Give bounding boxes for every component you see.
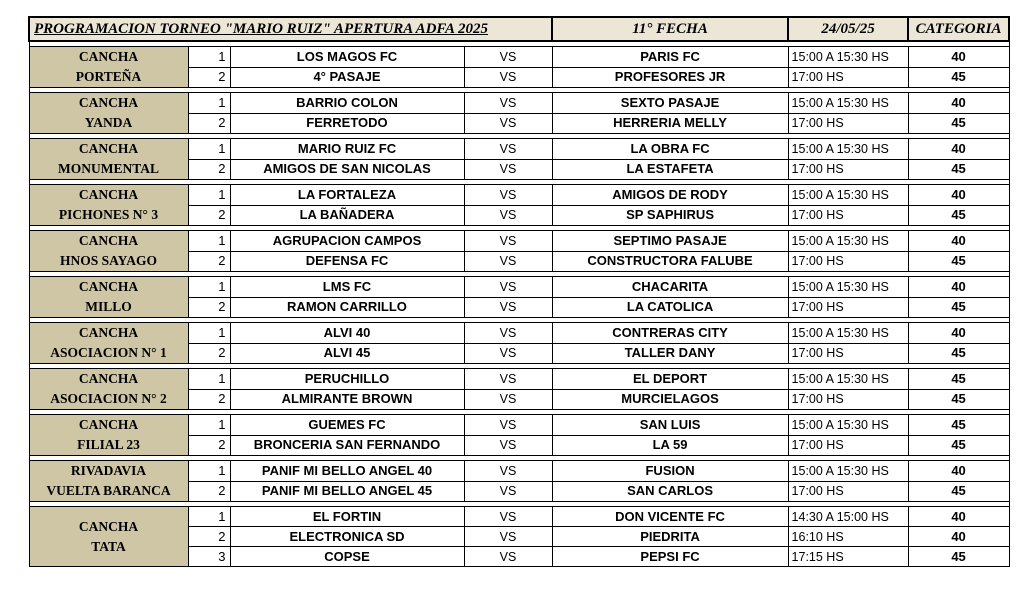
home-team: ALVI 45 — [230, 343, 464, 364]
vs-label: VS — [464, 527, 552, 547]
vs-label: VS — [464, 547, 552, 567]
match-category: 40 — [908, 93, 1009, 114]
match-category: 40 — [908, 231, 1009, 252]
match-number: 1 — [188, 415, 230, 436]
home-team: BARRIO COLON — [230, 93, 464, 114]
away-team: LA OBRA FC — [552, 139, 788, 160]
vs-label: VS — [464, 205, 552, 226]
match-number: 3 — [188, 547, 230, 567]
venue-cell — [29, 415, 188, 456]
match-category: 45 — [908, 67, 1009, 88]
vs-label: VS — [464, 481, 552, 502]
venue-line-1: CANCHA — [78, 279, 139, 294]
venue-line-1: CANCHA — [78, 371, 139, 386]
home-team: LA FORTALEZA — [230, 185, 464, 206]
schedule-sheet — [28, 16, 1008, 567]
match-category: 45 — [908, 113, 1009, 134]
match-number: 2 — [188, 481, 230, 502]
vs-label: VS — [464, 67, 552, 88]
home-team: ALVI 40 — [230, 323, 464, 344]
category-header: CATEGORIA — [908, 17, 1009, 41]
home-team: COPSE — [230, 547, 464, 567]
home-team: ALMIRANTE BROWN — [230, 389, 464, 410]
home-team: LOS MAGOS FC — [230, 47, 464, 68]
venue-cell — [29, 93, 188, 134]
match-category: 40 — [908, 47, 1009, 68]
match-time: 17:00 HS — [788, 481, 908, 502]
match-time: 17:00 HS — [788, 389, 908, 410]
venue-line-2: ASOCIACION N° 1 — [50, 345, 167, 360]
away-team: PEPSI FC — [552, 547, 788, 567]
vs-label: VS — [464, 435, 552, 456]
away-team: SEPTIMO PASAJE — [552, 231, 788, 252]
vs-label: VS — [464, 369, 552, 390]
match-number: 2 — [188, 343, 230, 364]
away-team: LA 59 — [552, 435, 788, 456]
match-row — [29, 277, 1009, 298]
venue-line-1: CANCHA — [78, 233, 139, 248]
home-team: GUEMES FC — [230, 415, 464, 436]
match-time: 15:00 A 15:30 HS — [788, 231, 908, 252]
vs-label: VS — [464, 323, 552, 344]
match-row — [29, 47, 1009, 68]
vs-label: VS — [464, 47, 552, 68]
venue-line-1: RIVADAVIA — [70, 463, 147, 478]
match-number: 1 — [188, 323, 230, 344]
match-number: 1 — [188, 369, 230, 390]
home-team: LA BAÑADERA — [230, 205, 464, 226]
schedule-title: PROGRAMACION TORNEO "MARIO RUIZ" APERTURA ADFA 2025 — [29, 17, 552, 41]
vs-label: VS — [464, 93, 552, 114]
venue-line-2: PICHONES N° 3 — [58, 207, 159, 222]
venue-line-1: CANCHA — [78, 417, 139, 432]
away-team: SEXTO PASAJE — [552, 93, 788, 114]
home-team: BRONCERIA SAN FERNANDO — [230, 435, 464, 456]
match-number: 2 — [188, 67, 230, 88]
match-number: 1 — [188, 231, 230, 252]
venue-cell — [29, 231, 188, 272]
match-category: 45 — [908, 547, 1009, 567]
match-number: 2 — [188, 435, 230, 456]
away-team: CONSTRUCTORA FALUBE — [552, 251, 788, 272]
venue-line-1: CANCHA — [78, 187, 139, 202]
away-team: TALLER DANY — [552, 343, 788, 364]
away-team: CONTRERAS CITY — [552, 323, 788, 344]
match-time: 16:10 HS — [788, 527, 908, 547]
match-category: 45 — [908, 481, 1009, 502]
match-category: 40 — [908, 527, 1009, 547]
match-row — [29, 461, 1009, 482]
header-row — [29, 17, 1009, 41]
match-category: 40 — [908, 185, 1009, 206]
match-time: 17:00 HS — [788, 159, 908, 180]
vs-label: VS — [464, 297, 552, 318]
match-time: 17:00 HS — [788, 435, 908, 456]
venue-cell — [29, 47, 188, 88]
match-row — [29, 507, 1009, 527]
away-team: LA CATOLICA — [552, 297, 788, 318]
match-number: 1 — [188, 139, 230, 160]
match-row — [29, 139, 1009, 160]
home-team: RAMON CARRILLO — [230, 297, 464, 318]
venue-cell — [29, 139, 188, 180]
venue-cell — [29, 277, 188, 318]
away-team: PROFESORES JR — [552, 67, 788, 88]
venue-cell — [29, 461, 188, 502]
venue-line-2: FILIAL 23 — [77, 437, 140, 452]
vs-label: VS — [464, 159, 552, 180]
match-category: 45 — [908, 251, 1009, 272]
match-time: 15:00 A 15:30 HS — [788, 93, 908, 114]
away-team: FUSION — [552, 461, 788, 482]
match-time: 17:00 HS — [788, 251, 908, 272]
venue-line-2: HNOS SAYAGO — [60, 253, 157, 268]
match-time: 15:00 A 15:30 HS — [788, 415, 908, 436]
match-number: 2 — [188, 251, 230, 272]
match-row — [29, 415, 1009, 436]
home-team: DEFENSA FC — [230, 251, 464, 272]
match-time: 15:00 A 15:30 HS — [788, 323, 908, 344]
venue-line-2: PORTEÑA — [75, 69, 142, 84]
venue-line-2: ASOCIACION N° 2 — [50, 391, 167, 406]
away-team: CHACARITA — [552, 277, 788, 298]
home-team: PANIF MI BELLO ANGEL 40 — [230, 461, 464, 482]
match-category: 45 — [908, 205, 1009, 226]
home-team: PANIF MI BELLO ANGEL 45 — [230, 481, 464, 502]
away-team: HERRERIA MELLY — [552, 113, 788, 134]
venue-cell — [29, 323, 188, 364]
match-time: 17:00 HS — [788, 113, 908, 134]
venue-line-2: MILLO — [85, 299, 132, 314]
vs-label: VS — [464, 343, 552, 364]
match-category: 45 — [908, 343, 1009, 364]
venue-line-1: CANCHA — [78, 95, 139, 110]
match-time: 15:00 A 15:30 HS — [788, 461, 908, 482]
match-row — [29, 231, 1009, 252]
home-team: MARIO RUIZ FC — [230, 139, 464, 160]
away-team: SAN LUIS — [552, 415, 788, 436]
vs-label: VS — [464, 185, 552, 206]
match-category: 45 — [908, 415, 1009, 436]
schedule-table — [28, 16, 1010, 567]
match-number: 1 — [188, 93, 230, 114]
match-number: 1 — [188, 185, 230, 206]
vs-label: VS — [464, 231, 552, 252]
away-team: MURCIELAGOS — [552, 389, 788, 410]
venue-line-2: TATA — [91, 538, 126, 554]
away-team: AMIGOS DE RODY — [552, 185, 788, 206]
vs-label: VS — [464, 251, 552, 272]
home-team: AGRUPACION CAMPOS — [230, 231, 464, 252]
match-time: 17:00 HS — [788, 67, 908, 88]
venue-cell — [29, 369, 188, 410]
home-team: PERUCHILLO — [230, 369, 464, 390]
venue-line-1: CANCHA — [78, 325, 139, 340]
away-team: DON VICENTE FC — [552, 507, 788, 527]
date-label: 24/05/25 — [788, 17, 908, 41]
venue-cell — [29, 185, 188, 226]
venue-line-2: YANDA — [84, 115, 133, 130]
away-team: EL DEPORT — [552, 369, 788, 390]
match-time: 14:30 A 15:00 HS — [788, 507, 908, 527]
vs-label: VS — [464, 507, 552, 527]
match-number: 1 — [188, 507, 230, 527]
match-number: 2 — [188, 159, 230, 180]
vs-label: VS — [464, 277, 552, 298]
venue-line-1: CANCHA — [78, 49, 139, 64]
home-team: 4° PASAJE — [230, 67, 464, 88]
home-team: AMIGOS DE SAN NICOLAS — [230, 159, 464, 180]
vs-label: VS — [464, 389, 552, 410]
match-time: 17:00 HS — [788, 343, 908, 364]
away-team: LA ESTAFETA — [552, 159, 788, 180]
vs-label: VS — [464, 415, 552, 436]
match-time: 15:00 A 15:30 HS — [788, 185, 908, 206]
match-time: 17:15 HS — [788, 547, 908, 567]
match-category: 40 — [908, 461, 1009, 482]
venue-line-1: CANCHA — [78, 141, 139, 156]
match-category: 45 — [908, 435, 1009, 456]
match-number: 2 — [188, 297, 230, 318]
venue-line-2: MONUMENTAL — [58, 161, 159, 176]
vs-label: VS — [464, 461, 552, 482]
home-team: ELECTRONICA SD — [230, 527, 464, 547]
match-number: 1 — [188, 47, 230, 68]
away-team: PIEDRITA — [552, 527, 788, 547]
match-category: 40 — [908, 277, 1009, 298]
match-time: 15:00 A 15:30 HS — [788, 139, 908, 160]
match-time: 17:00 HS — [788, 205, 908, 226]
match-row — [29, 185, 1009, 206]
match-number: 1 — [188, 277, 230, 298]
vs-label: VS — [464, 113, 552, 134]
match-number: 2 — [188, 527, 230, 547]
match-number: 1 — [188, 461, 230, 482]
match-row — [29, 93, 1009, 114]
match-time: 17:00 HS — [788, 297, 908, 318]
match-category: 40 — [908, 507, 1009, 527]
match-category: 45 — [908, 297, 1009, 318]
match-number: 2 — [188, 389, 230, 410]
away-team: SP SAPHIRUS — [552, 205, 788, 226]
match-row — [29, 369, 1009, 390]
match-time: 15:00 A 15:30 HS — [788, 369, 908, 390]
match-category: 40 — [908, 323, 1009, 344]
home-team: LMS FC — [230, 277, 464, 298]
match-category: 45 — [908, 159, 1009, 180]
match-number: 2 — [188, 113, 230, 134]
venue-line-1: CANCHA — [78, 518, 139, 534]
venue-line-2: VUELTA BARANCA — [46, 483, 171, 498]
match-time: 15:00 A 15:30 HS — [788, 47, 908, 68]
match-row — [29, 323, 1009, 344]
match-time: 15:00 A 15:30 HS — [788, 277, 908, 298]
vs-label: VS — [464, 139, 552, 160]
home-team: EL FORTIN — [230, 507, 464, 527]
match-category: 40 — [908, 139, 1009, 160]
home-team: FERRETODO — [230, 113, 464, 134]
match-category: 45 — [908, 369, 1009, 390]
away-team: PARIS FC — [552, 47, 788, 68]
round-label: 11° FECHA — [552, 17, 788, 41]
match-number: 2 — [188, 205, 230, 226]
venue-cell — [29, 507, 188, 567]
away-team: SAN CARLOS — [552, 481, 788, 502]
match-category: 45 — [908, 389, 1009, 410]
